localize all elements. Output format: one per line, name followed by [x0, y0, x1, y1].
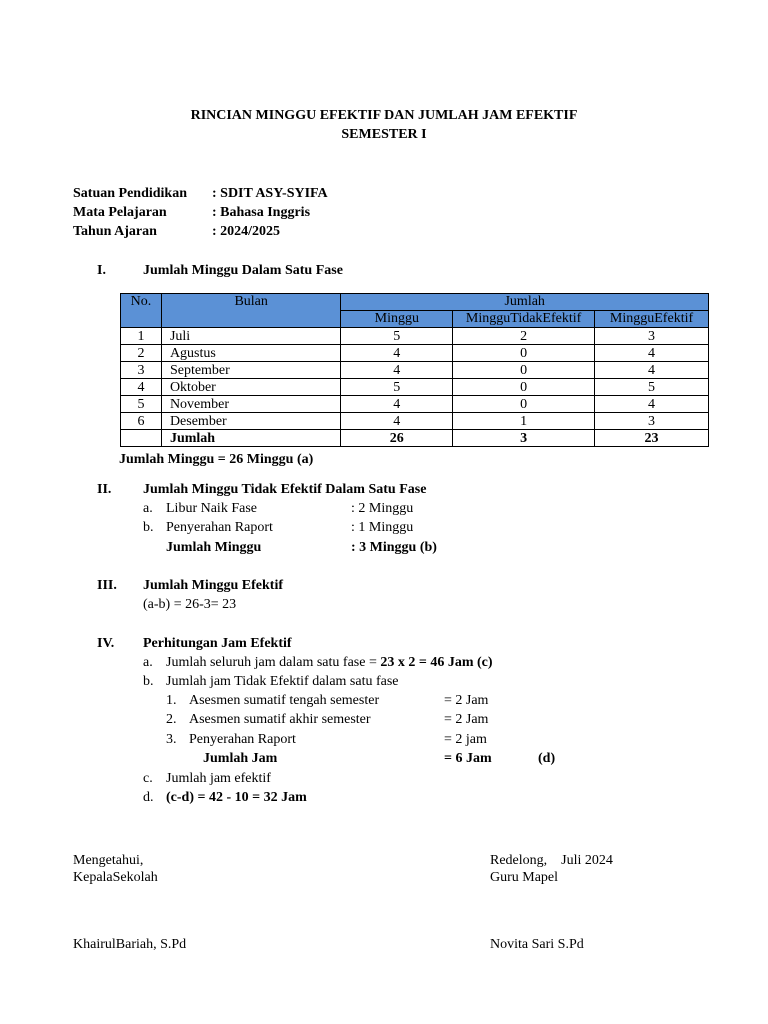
section-2-number: II. — [97, 482, 112, 497]
table-row — [121, 362, 709, 379]
table-row — [121, 328, 709, 345]
page-subtitle: SEMESTER I — [341, 127, 427, 142]
cell-tidak-efektif: 0 — [453, 379, 595, 396]
info-value-satuan: : SDIT ASY-SYIFA — [212, 186, 328, 201]
page-title: RINCIAN MINGGU EFEKTIF DAN JUMLAH JAM EFEKTIF — [190, 108, 578, 123]
section-3-title: Jumlah Minggu Efektif — [143, 578, 284, 593]
section-2-title: Jumlah Minggu Tidak Efektif Dalam Satu Fase — [143, 482, 427, 497]
section-4-number: IV. — [97, 636, 115, 651]
signature-left-name: KhairulBariah, S.Pd — [73, 937, 187, 952]
cell-efektif: 4 — [595, 396, 709, 413]
section-1-summary: Jumlah Minggu = 26 Minggu (a) — [119, 452, 314, 467]
cell-bulan: Agustus — [161, 345, 341, 362]
signature-left-line2: KepalaSekolah — [73, 870, 158, 885]
table-row — [121, 379, 709, 396]
signature-left-line1: Mengetahui, — [73, 853, 144, 868]
header-bulan: Bulan — [161, 294, 341, 328]
cell-minggu: 5 — [341, 328, 453, 345]
cell-minggu: 4 — [341, 345, 453, 362]
section-2-total-label: Jumlah Minggu — [166, 540, 262, 555]
section-4-c-text: Jumlah jam efektif — [166, 771, 271, 786]
section-2-item-b-label: Penyerahan Raport — [166, 520, 273, 535]
table-total-row — [121, 430, 709, 447]
table-row — [121, 413, 709, 430]
header-tidak-efektif: MingguTidakEfektif — [453, 311, 595, 328]
section-4-a-marker: a. — [143, 655, 153, 670]
cell-no: 1 — [121, 328, 162, 345]
cell-bulan: September — [161, 362, 341, 379]
signature-right-name: Novita Sari S.Pd — [490, 937, 584, 952]
cell-no-empty — [121, 430, 162, 447]
cell-no: 5 — [121, 396, 162, 413]
info-label-tahun: Tahun Ajaran — [73, 224, 157, 239]
section-4-sub-2-value: = 2 Jam — [444, 712, 489, 727]
section-4-sub-2-label: Asesmen sumatif akhir semester — [189, 712, 371, 727]
header-minggu: Minggu — [341, 311, 453, 328]
cell-no: 3 — [121, 362, 162, 379]
header-efektif: MingguEfektif — [595, 311, 709, 328]
cell-no: 6 — [121, 413, 162, 430]
section-4-a-text — [166, 654, 493, 672]
cell-no: 4 — [121, 379, 162, 396]
section-4-sub-1-marker: 1. — [166, 693, 177, 708]
cell-tidak-efektif: 2 — [453, 328, 595, 345]
section-2-item-b-value: : 1 Minggu — [351, 520, 414, 535]
section-4-d-marker: d. — [143, 790, 154, 805]
section-4-b-text: Jumlah jam Tidak Efektif dalam satu fase — [166, 674, 399, 689]
section-1-title: Jumlah Minggu Dalam Satu Fase — [143, 263, 343, 278]
info-label-satuan: Satuan Pendidikan — [73, 186, 187, 201]
section-2-item-a-marker: a. — [143, 501, 153, 516]
cell-no: 2 — [121, 345, 162, 362]
cell-total-label: Jumlah — [161, 430, 341, 447]
weeks-table — [120, 293, 709, 447]
cell-total-efektif: 23 — [595, 430, 709, 447]
section-4-sub-1-value: = 2 Jam — [444, 693, 489, 708]
cell-tidak-efektif: 1 — [453, 413, 595, 430]
info-label-mapel: Mata Pelajaran — [73, 205, 167, 220]
cell-total-tidak-efektif: 3 — [453, 430, 595, 447]
section-4-sub-2-marker: 2. — [166, 712, 177, 727]
section-4-sub-1-label: Asesmen sumatif tengah semester — [189, 693, 380, 708]
cell-bulan: November — [161, 396, 341, 413]
cell-efektif: 3 — [595, 328, 709, 345]
section-4-a-result: 23 x 2 = 46 Jam (c) — [380, 655, 493, 670]
section-2-item-b-marker: b. — [143, 520, 154, 535]
cell-efektif: 3 — [595, 413, 709, 430]
section-4-b-marker: b. — [143, 674, 154, 689]
section-3-formula: (a-b) = 26-3= 23 — [143, 597, 237, 612]
cell-minggu: 4 — [341, 362, 453, 379]
section-1-number: I. — [97, 263, 106, 278]
cell-bulan: Juli — [161, 328, 341, 345]
table-row — [121, 345, 709, 362]
cell-efektif: 4 — [595, 362, 709, 379]
cell-minggu: 5 — [341, 379, 453, 396]
section-3-number: III. — [97, 578, 117, 593]
cell-bulan: Oktober — [161, 379, 341, 396]
section-4-sub-3-label: Penyerahan Raport — [189, 732, 296, 747]
section-4-sub-3-marker: 3. — [166, 732, 177, 747]
cell-efektif: 4 — [595, 345, 709, 362]
section-4-a-label: Jumlah seluruh jam dalam satu fase = — [166, 655, 381, 670]
header-jumlah: Jumlah — [341, 294, 709, 311]
cell-minggu: 4 — [341, 413, 453, 430]
section-4-jam-total-label: Jumlah Jam — [203, 751, 278, 766]
section-4-c-marker: c. — [143, 771, 153, 786]
cell-tidak-efektif: 0 — [453, 345, 595, 362]
signature-right-line2: Guru Mapel — [490, 870, 559, 885]
info-value-mapel: : Bahasa Inggris — [212, 205, 311, 220]
signature-right-line1: Redelong, Juli 2024 — [490, 853, 613, 868]
section-4-title: Perhitungan Jam Efektif — [143, 636, 292, 651]
section-2-total-value: : 3 Minggu (b) — [351, 540, 437, 555]
cell-tidak-efektif: 0 — [453, 396, 595, 413]
section-4-jam-total-value: = 6 Jam — [444, 751, 492, 766]
section-4-sub-3-value: = 2 jam — [444, 732, 487, 747]
header-no: No. — [121, 294, 162, 328]
section-4-jam-total-tag: (d) — [538, 751, 556, 766]
section-2-item-a-label: Libur Naik Fase — [166, 501, 257, 516]
cell-minggu: 4 — [341, 396, 453, 413]
table-row — [121, 396, 709, 413]
section-4-d-text: (c-d) = 42 - 10 = 32 Jam — [166, 790, 307, 805]
info-value-tahun: : 2024/2025 — [212, 224, 281, 239]
cell-tidak-efektif: 0 — [453, 362, 595, 379]
cell-bulan: Desember — [161, 413, 341, 430]
cell-total-minggu: 26 — [341, 430, 453, 447]
cell-efektif: 5 — [595, 379, 709, 396]
section-2-item-a-value: : 2 Minggu — [351, 501, 414, 516]
